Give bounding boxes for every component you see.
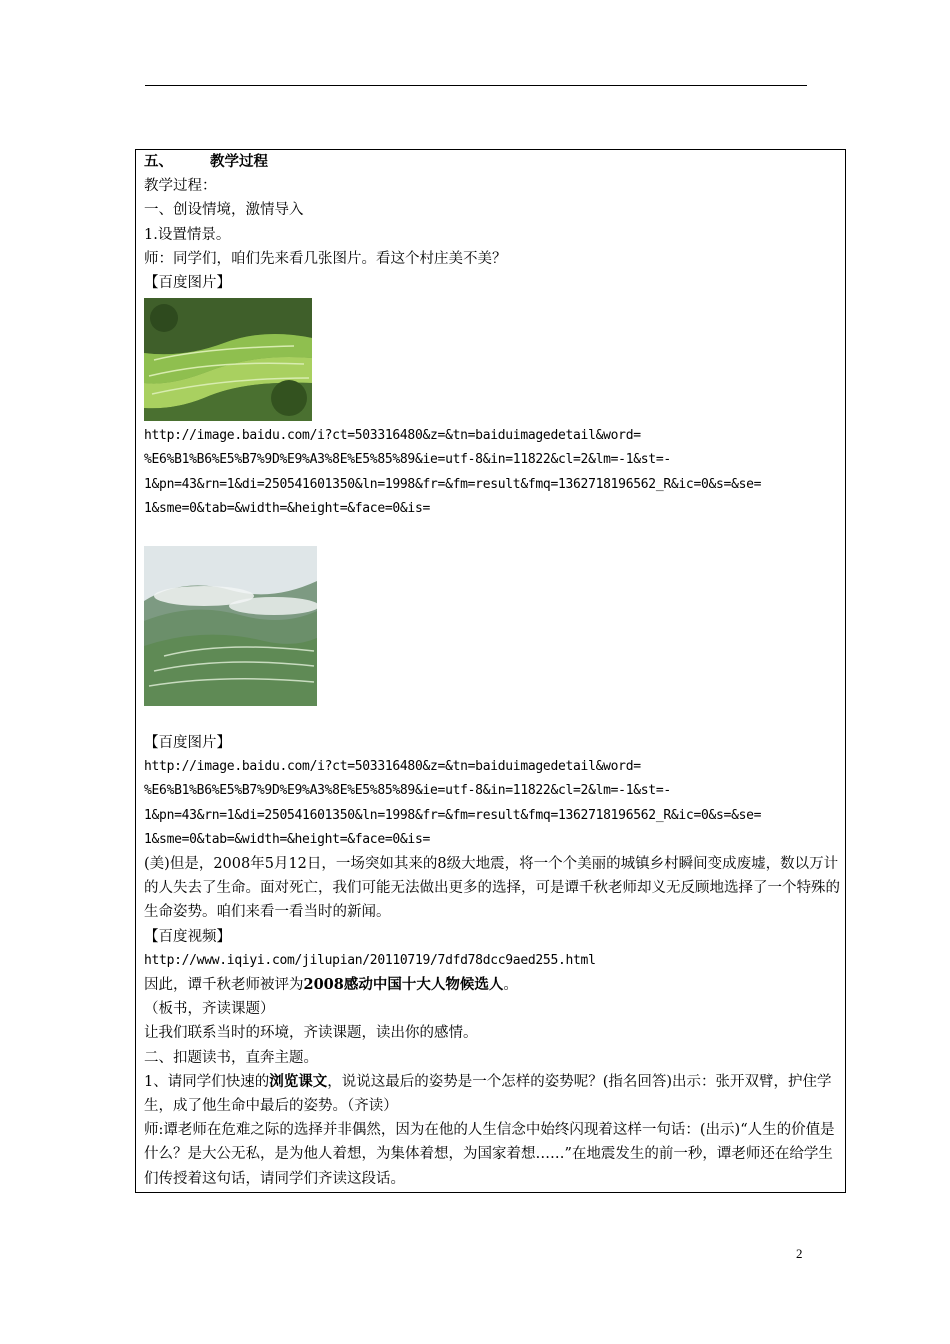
- text-segment: 1、请同学们快速的: [144, 1073, 270, 1090]
- text-line: 让我们联系当时的环境，齐读课题，读出你的感情。: [144, 1025, 478, 1042]
- header-rule: [145, 85, 807, 86]
- text-line: （板书，齐读课题）: [144, 1001, 275, 1018]
- paragraph: 师:谭老师在危难之际的选择并非偶然，因为在他的人生信念中始终闪现着这样一句话：(出示)“人生的价值是什么？是大公无私，是为他人着想，为集体着想，为国家着想……”在地震发生的前一秒，谭老师还在给学生们传授着这句话，请同学们齐读这段话。: [144, 1122, 835, 1187]
- text-segment: 。: [503, 977, 518, 994]
- image-url[interactable]: [144, 424, 840, 521]
- url-line: 1&pn=43&rn=1&di=250541601350&ln=1998&fr=&fm=result&fmq=1362718196562_R&ic=0&s=&se=: [144, 476, 762, 492]
- source-label: 【百度图片】: [144, 735, 231, 752]
- url-line: %E6%B1%B6%E5%B7%9D%E9%A3%8E%E5%85%89&ie=utf-8&in=11822&cl=2&lm=-1&st=-: [144, 783, 671, 799]
- text-line: [144, 973, 840, 997]
- text-line: 1.设置情景。: [144, 226, 231, 243]
- terraced-fields-photo: [144, 298, 312, 421]
- text-segment: 因此，谭千秋老师被评为: [144, 977, 304, 994]
- spacer: [144, 709, 840, 731]
- section-number: 五、: [144, 153, 173, 170]
- lesson-content: [144, 150, 840, 1191]
- url-line: 1&sme=0&tab=&width=&height=&face=0&is=: [144, 500, 431, 516]
- image-url[interactable]: [144, 755, 840, 852]
- spacer: [144, 521, 840, 543]
- video-url[interactable]: http://www.iqiyi.com/jilupian/20110719/7dfd78dcc9aed255.html: [144, 952, 596, 968]
- subheading: 一、创设情境，激情导入: [144, 202, 304, 219]
- text-line: 师：同学们，咱们先来看几张图片。看这个村庄美不美？: [144, 250, 507, 267]
- paragraph: (美)但是，2008年5月12日，一场突如其来的8级大地震，将一个个美丽的城镇乡村瞬间变成废墟，数以万计的人失去了生命。面对死亡，我们可能无法做出更多的选择，可是谭千秋老师却义无反顾地选择了一个特殊的生命姿势。咱们来看一看当时的新闻。: [144, 856, 840, 921]
- misty-terraces-photo: [144, 546, 317, 706]
- paragraph: [144, 1070, 840, 1118]
- page-number: 2: [796, 1246, 803, 1261]
- url-line: http://image.baidu.com/i?ct=503316480&z=&tn=baiduimagedetail&word=: [144, 759, 641, 775]
- section-title: 教学过程: [210, 153, 268, 170]
- source-label: 【百度视频】: [144, 928, 231, 945]
- lesson-box: [135, 149, 846, 1193]
- text-line: 教学过程：: [144, 178, 217, 195]
- bold-text: 2008感动中国十大人物候选人: [303, 976, 504, 994]
- section-heading: [144, 150, 840, 174]
- url-line: 1&pn=43&rn=1&di=250541601350&ln=1998&fr=&fm=result&fmq=1362718196562_R&ic=0&s=&se=: [144, 807, 762, 823]
- source-label: 【百度图片】: [144, 275, 231, 292]
- text-segment: ，说说这最后的姿势是一个怎样的姿势呢？(指名回答)出示：张开双臂，护住学生，成了他生命中最后的姿势。（齐读）: [144, 1073, 832, 1115]
- subheading: 二、扣题读书，直奔主题。: [144, 1049, 318, 1066]
- bold-text: 浏览课文: [269, 1072, 328, 1090]
- url-line: %E6%B1%B6%E5%B7%9D%E9%A3%8E%E5%85%89&ie=utf-8&in=11822&cl=2&lm=-1&st=-: [144, 452, 671, 468]
- url-line: http://image.baidu.com/i?ct=503316480&z=&tn=baiduimagedetail&word=: [144, 428, 641, 444]
- url-line: 1&sme=0&tab=&width=&height=&face=0&is=: [144, 831, 431, 847]
